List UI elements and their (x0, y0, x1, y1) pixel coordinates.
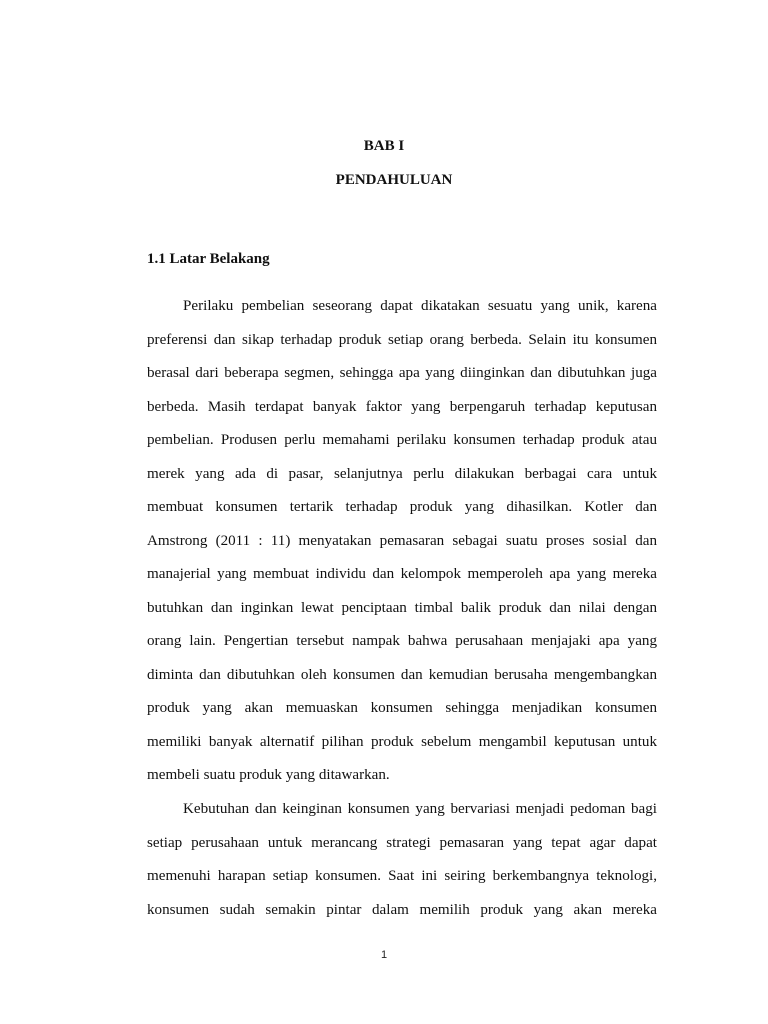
section-heading: 1.1 Latar Belakang (147, 251, 270, 267)
chapter-number: BAB I (363, 138, 405, 154)
paragraph-line: berasal dari beberapa segmen, sehingga apa yang diinginkan dan dibutuhkan juga (147, 365, 657, 381)
paragraph-1 (147, 290, 657, 793)
paragraph-line: Amstrong (2011 : 11) menyatakan pemasaran sebagai suatu proses sosial dan (147, 532, 657, 549)
page-number: 1 (380, 949, 388, 961)
paragraph-line: diminta dan dibutuhkan oleh konsumen dan kemudian berusaha mengembangkan (147, 666, 657, 683)
paragraph-line: membeli suatu produk yang ditawarkan. (147, 767, 390, 783)
paragraph-line: produk yang akan memuaskan konsumen sehingga menjadikan konsumen (147, 700, 657, 716)
paragraph-line: merek yang ada di pasar, selanjutnya perlu dilakukan berbagai cara untuk (147, 465, 657, 482)
paragraph-line: butuhkan dan inginkan lewat penciptaan timbal balik produk dan nilai dengan (147, 599, 657, 616)
paragraph-line: manajerial yang membuat individu dan kelompok memperoleh apa yang mereka (147, 566, 657, 582)
paragraph-line: setiap perusahaan untuk merancang strategi pemasaran yang tepat agar dapat (147, 834, 657, 851)
paragraph-line: memiliki banyak alternatif pilihan produk sebelum mengambil keputusan untuk (147, 733, 657, 750)
paragraph-line: orang lain. Pengertian tersebut nampak bahwa perusahaan menjajaki apa yang (147, 633, 657, 649)
paragraph-line: Perilaku pembelian seseorang dapat dikatakan sesuatu yang unik, karena (183, 298, 657, 314)
paragraph-line: berbeda. Masih terdapat banyak faktor yang berpengaruh terhadap keputusan (147, 398, 657, 415)
paragraph-line: Kebutuhan dan keinginan konsumen yang bervariasi menjadi pedoman bagi (183, 801, 657, 817)
chapter-title: PENDAHULUAN (335, 172, 453, 188)
paragraph-line: membuat konsumen tertarik terhadap produk yang dihasilkan. Kotler dan (147, 499, 657, 515)
paragraph-line: pembelian. Produsen perlu memahami perilaku konsumen terhadap produk atau (147, 432, 657, 448)
paragraph-2 (147, 793, 657, 927)
paragraph-line: konsumen sudah semakin pintar dalam memilih produk yang akan mereka (147, 901, 657, 918)
paragraph-line: memenuhi harapan setiap konsumen. Saat ini seiring berkembangnya teknologi, (147, 868, 657, 884)
paragraph-line: preferensi dan sikap terhadap produk setiap orang berbeda. Selain itu konsumen (147, 331, 657, 348)
